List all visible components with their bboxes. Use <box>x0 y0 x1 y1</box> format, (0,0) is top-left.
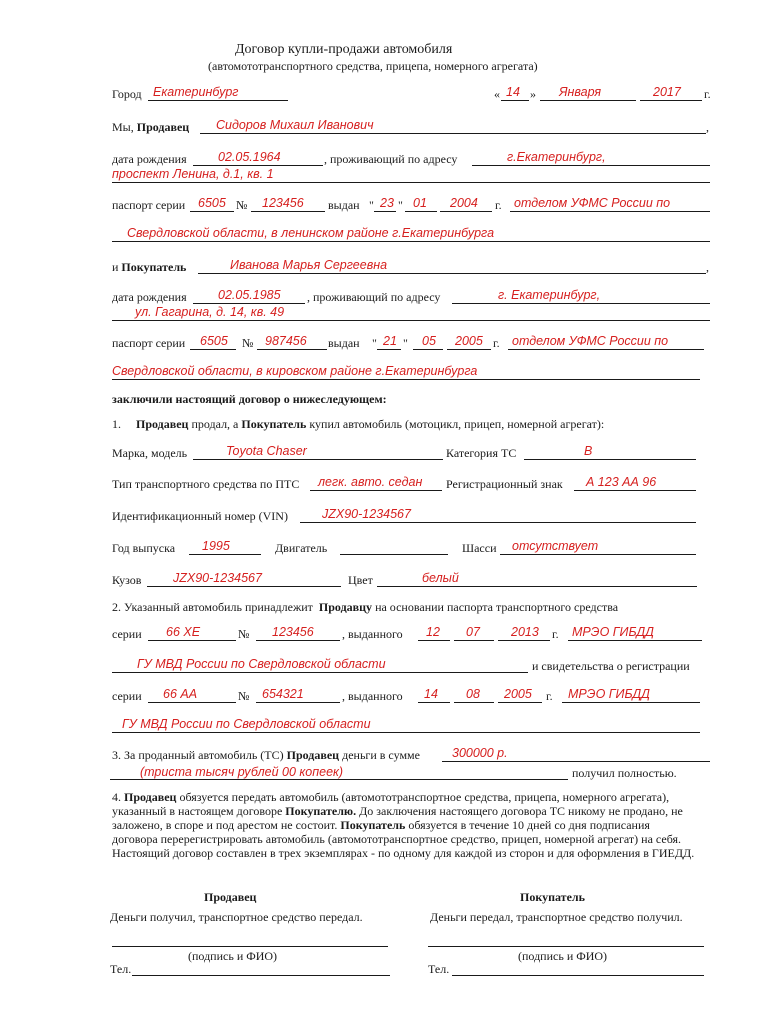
clause4-seller-word: Продавец <box>124 790 177 804</box>
pts-series: 66 ХЕ <box>166 625 201 639</box>
seller-issued-by-line1: отделом УФМС России по <box>514 196 671 210</box>
seller-passport-number-label: № <box>236 198 248 212</box>
buyer-name: Иванова Марья Сергеевна <box>230 258 388 272</box>
clause4-buyer-word-dat: Покупателю. <box>285 804 357 818</box>
make-underline <box>193 459 443 460</box>
seller-address-line1: г.Екатеринбург, <box>507 150 606 164</box>
type-label: Тип транспортного средства по ПТС <box>112 477 300 491</box>
buyer-issued-month: 05 <box>422 334 436 348</box>
cert-number-label: № <box>238 689 250 703</box>
buyer-sign-text: Деньги передал, транспортное средство получил. <box>430 910 683 924</box>
pts-series-label: серии <box>112 627 142 641</box>
year-label: Год выпуска <box>112 541 176 555</box>
seller-passport-series-label: паспорт серии <box>112 198 186 212</box>
buyer-issued-year: 2005 <box>455 334 483 348</box>
buyer-address-underline1 <box>452 303 710 304</box>
seller-sign-line <box>112 946 388 947</box>
document-title: Договор купли-продажи автомобиля <box>235 42 453 57</box>
seller-issued-day: 23 <box>380 196 394 210</box>
buyer-birth-date: 02.05.1985 <box>218 288 281 302</box>
buyer-passport-number: 987456 <box>265 334 307 348</box>
cert-number-underline <box>256 702 340 703</box>
buyer-issued-year-underline <box>447 349 491 350</box>
pts-month-underline <box>454 640 494 641</box>
clause3-text-mid: деньги в сумме <box>342 748 420 762</box>
year-value: 1995 <box>202 539 230 553</box>
seller-issued-by-underline2 <box>112 241 710 242</box>
buyer-passport-series: 6505 <box>200 334 228 348</box>
make-label: Марка, модель <box>112 446 188 460</box>
clause1 <box>112 416 604 432</box>
cert-month: 08 <box>466 687 480 701</box>
pts-series-underline <box>148 640 236 641</box>
pts-number: 123456 <box>272 625 314 639</box>
buyer-issued-q2: " <box>403 336 408 350</box>
date-quote-close: » <box>530 87 536 101</box>
cert-by-underline2 <box>112 732 700 733</box>
chassis-underline <box>500 554 696 555</box>
seller-sign-text: Деньги получил, транспортное средство передал. <box>110 910 363 924</box>
pts-day-underline <box>418 640 450 641</box>
seller-issued-month: 01 <box>413 196 427 210</box>
pts-number-underline <box>256 640 340 641</box>
body-label: Кузов <box>112 573 142 587</box>
date-year: 2017 <box>653 85 681 99</box>
pts-by-underline2 <box>112 672 528 673</box>
seller-issued-year-suffix: г. <box>495 198 502 212</box>
reg-underline <box>574 490 696 491</box>
seller-address-underline1 <box>472 165 710 166</box>
seller-name-comma: , <box>706 120 709 134</box>
clause1-num: 1. <box>112 417 121 431</box>
clause3-text-end: получил полностью. <box>572 766 677 780</box>
cert-number: 654321 <box>262 687 304 701</box>
city-value: Екатеринбург <box>153 85 239 99</box>
date-month-underline <box>540 100 636 101</box>
clause3-intro <box>112 747 420 763</box>
category-underline <box>524 459 696 460</box>
vin-underline <box>300 522 696 523</box>
clause2-intro <box>112 599 618 615</box>
buyer-address-underline2 <box>112 320 710 321</box>
reg-value: А 123 АА 96 <box>586 475 657 489</box>
type-value: легк. авто. седан <box>318 475 423 489</box>
seller-issued-year: 2004 <box>450 196 478 210</box>
cert-by-line1: МРЭО ГИБДД <box>568 687 650 701</box>
reg-label: Регистрационный знак <box>446 477 563 491</box>
seller-birth-label: дата рождения <box>112 152 187 166</box>
pts-year-underline <box>498 640 550 641</box>
cert-series-underline <box>148 702 236 703</box>
clause4-text3: обязуется в течение 10 дней со дня подписания договора перерегистрировать автомобиль (автомототранспортное средство, прицеп, номерной агрегат) на себя. Настоящий договор составлен в трех экземплярах - по одному для каждой из сторон и для оформления в ГИЕДД. <box>112 818 695 860</box>
cert-series: 66 АА <box>163 687 198 701</box>
seller-intro <box>112 119 189 135</box>
concluded-text: заключили настоящий договор о нижеследующем: <box>112 392 387 406</box>
clause4-text1: обязуется передать автомобиль (автомототранспортное средства, прицепа, номерного агрегата), указанный в настоящем договоре <box>112 790 670 818</box>
seller-name-underline <box>200 133 706 134</box>
cert-year: 2005 <box>504 687 532 701</box>
engine-underline <box>340 554 448 555</box>
seller-sign-caption: (подпись и ФИО) <box>188 949 278 963</box>
date-month: Января <box>559 85 602 99</box>
buyer-issued-by-underline2 <box>112 379 700 380</box>
cert-by-line2: ГУ МВД России по Свердловской области <box>122 717 371 731</box>
buyer-address-line2: ул. Гагарина, д. 14, кв. 49 <box>135 305 285 319</box>
date-year-underline <box>640 100 702 101</box>
seller-phone-label: Тел. <box>110 962 132 976</box>
seller-passport-number-underline <box>251 211 325 212</box>
year-underline <box>189 554 261 555</box>
date-day-underline <box>501 100 529 101</box>
engine-label: Двигатель <box>275 541 328 555</box>
chassis-value: отсутствует <box>512 539 599 553</box>
buyer-sign-line <box>428 946 704 947</box>
color-label: Цвет <box>348 573 373 587</box>
color-value: белый <box>422 571 459 585</box>
seller-birth-date: 02.05.1964 <box>218 150 281 164</box>
buyer-issued-by-line1: отделом УФМС России по <box>512 334 669 348</box>
seller-address-line2: проспект Ленина, д.1, кв. 1 <box>112 167 274 181</box>
cert-issued-label: , выданного <box>342 689 403 703</box>
seller-sign-title: Продавец <box>204 890 257 904</box>
clause1-buyer-word: Покупатель <box>241 417 307 431</box>
date-day: 14 <box>506 85 520 99</box>
buyer-sign-title: Покупатель <box>520 890 585 904</box>
seller-name: Сидоров Михаил Иванович <box>216 118 374 132</box>
color-underline <box>377 586 697 587</box>
buyer-passport-number-label: № <box>242 336 254 350</box>
clause2-seller-word: Продавцу <box>318 600 373 614</box>
pts-month: 07 <box>466 625 480 639</box>
buyer-name-underline <box>198 273 706 274</box>
buyer-name-comma: , <box>706 260 709 274</box>
buyer-birth-label: дата рождения <box>112 290 187 304</box>
pts-year-suffix: г. <box>552 627 559 641</box>
chassis-label: Шасси <box>462 541 497 555</box>
buyer-issued-q1: " <box>372 336 377 350</box>
seller-issued-by-underline1 <box>510 211 710 212</box>
cert-series-label: серии <box>112 689 142 703</box>
clause3-text-start: 3. За проданный автомобиль (ТС) <box>112 748 284 762</box>
clause2-text-end: на основании паспорта транспортного средства <box>375 600 619 614</box>
buyer-issued-by-underline1 <box>508 349 704 350</box>
type-underline <box>310 490 442 491</box>
buyer-issued-year-suffix: г. <box>493 336 500 350</box>
category-value: В <box>584 444 593 458</box>
seller-issued-month-underline <box>405 211 437 212</box>
make-value: Toyota Chaser <box>226 444 307 458</box>
clause1-text-end: купил автомобиль (мотоцикл, прицеп, номерной агрегат): <box>309 417 605 431</box>
buyer-address-line1: г. Екатеринбург, <box>498 288 601 302</box>
buyer-issued-day: 21 <box>383 334 397 348</box>
clause4-paragraph <box>112 790 698 860</box>
pts-by-line2: ГУ МВД России по Свердловской области <box>137 657 386 671</box>
buyer-passport-number-underline <box>257 349 327 350</box>
buyer-issued-day-underline <box>377 349 401 350</box>
vin-value: JZX90-1234567 <box>322 507 411 521</box>
pts-by-line1: МРЭО ГИБДД <box>572 625 654 639</box>
clause3-sum-words: (триста тысяч рублей 00 копеек) <box>140 765 344 779</box>
clause3-seller-word: Продавец <box>286 748 340 762</box>
cert-month-underline <box>454 702 494 703</box>
pts-issued-label: , выданного <box>342 627 403 641</box>
seller-passport-series: 6505 <box>198 196 226 210</box>
clause3-sum-words-underline <box>110 779 568 780</box>
buyer-issued-by-line2: Свердловской области, в кировском районе г.Екатеринбурга <box>112 364 478 378</box>
cert-by-underline1 <box>562 702 700 703</box>
date-quote-open: « <box>494 87 500 101</box>
and-label: и <box>112 260 119 274</box>
pts-by-underline1 <box>568 640 702 641</box>
buyer-issued-label: выдан <box>328 336 360 350</box>
seller-passport-number: 123456 <box>262 196 304 210</box>
cert-day-underline <box>418 702 450 703</box>
body-underline <box>147 586 341 587</box>
vin-label: Идентификационный номер (VIN) <box>112 509 288 523</box>
pts-number-label: № <box>238 627 250 641</box>
clause1-text-mid: продал, а <box>191 417 239 431</box>
city-underline <box>148 100 288 101</box>
clause3-sum-underline <box>442 761 710 762</box>
seller-issued-label: выдан <box>328 198 360 212</box>
buyer-intro <box>112 259 186 275</box>
clause1-seller-word: Продавец <box>136 417 189 431</box>
seller-passport-series-underline <box>190 211 234 212</box>
we-label: Мы, <box>112 120 134 134</box>
city-label: Город <box>112 87 142 101</box>
pts-year: 2013 <box>511 625 539 639</box>
buyer-issued-month-underline <box>413 349 443 350</box>
seller-issued-q1: " <box>369 198 374 212</box>
cert-year-underline <box>498 702 542 703</box>
cert-year-suffix: г. <box>546 689 553 703</box>
document-subtitle: (автомототранспортного средства, прицепа, номерного агрегата) <box>208 59 538 73</box>
clause4-text2: До заключения настоящего договора ТС никому не продано, не заложено, в споре и под арестом не состоит. <box>112 804 683 832</box>
seller-phone-line <box>132 975 390 976</box>
seller-address-underline2 <box>112 182 710 183</box>
clause2-text-start: 2. Указанный автомобиль принадлежит <box>112 600 313 614</box>
seller-issued-q2: " <box>398 198 403 212</box>
buyer-phone-line <box>452 975 704 976</box>
cert-day: 14 <box>424 687 438 701</box>
buyer-address-label: , проживающий по адресу <box>307 290 441 304</box>
category-label: Категория ТС <box>446 446 517 460</box>
seller-issued-by-line2: Свердловской области, в ленинском районе г.Екатеринбурга <box>127 226 495 240</box>
seller-issued-year-underline <box>440 211 492 212</box>
buyer-sign-caption: (подпись и ФИО) <box>518 949 608 963</box>
seller-issued-day-underline <box>374 211 396 212</box>
date-year-suffix: г. <box>704 87 711 101</box>
clause4-num: 4. <box>112 790 121 804</box>
clause4-buyer-word: Покупатель <box>340 818 406 832</box>
body-value: JZX90-1234567 <box>173 571 262 585</box>
buyer-passport-series-label: паспорт серии <box>112 336 186 350</box>
buyer-role: Покупатель <box>121 260 187 274</box>
seller-address-label: , проживающий по адресу <box>324 152 458 166</box>
clause3-sum: 300000 р. <box>452 746 508 760</box>
seller-role: Продавец <box>136 120 190 134</box>
reg-cert-text: и свидетельства о регистрации <box>532 659 690 673</box>
buyer-passport-series-underline <box>190 349 236 350</box>
pts-day: 12 <box>426 625 440 639</box>
buyer-phone-label: Тел. <box>428 962 450 976</box>
